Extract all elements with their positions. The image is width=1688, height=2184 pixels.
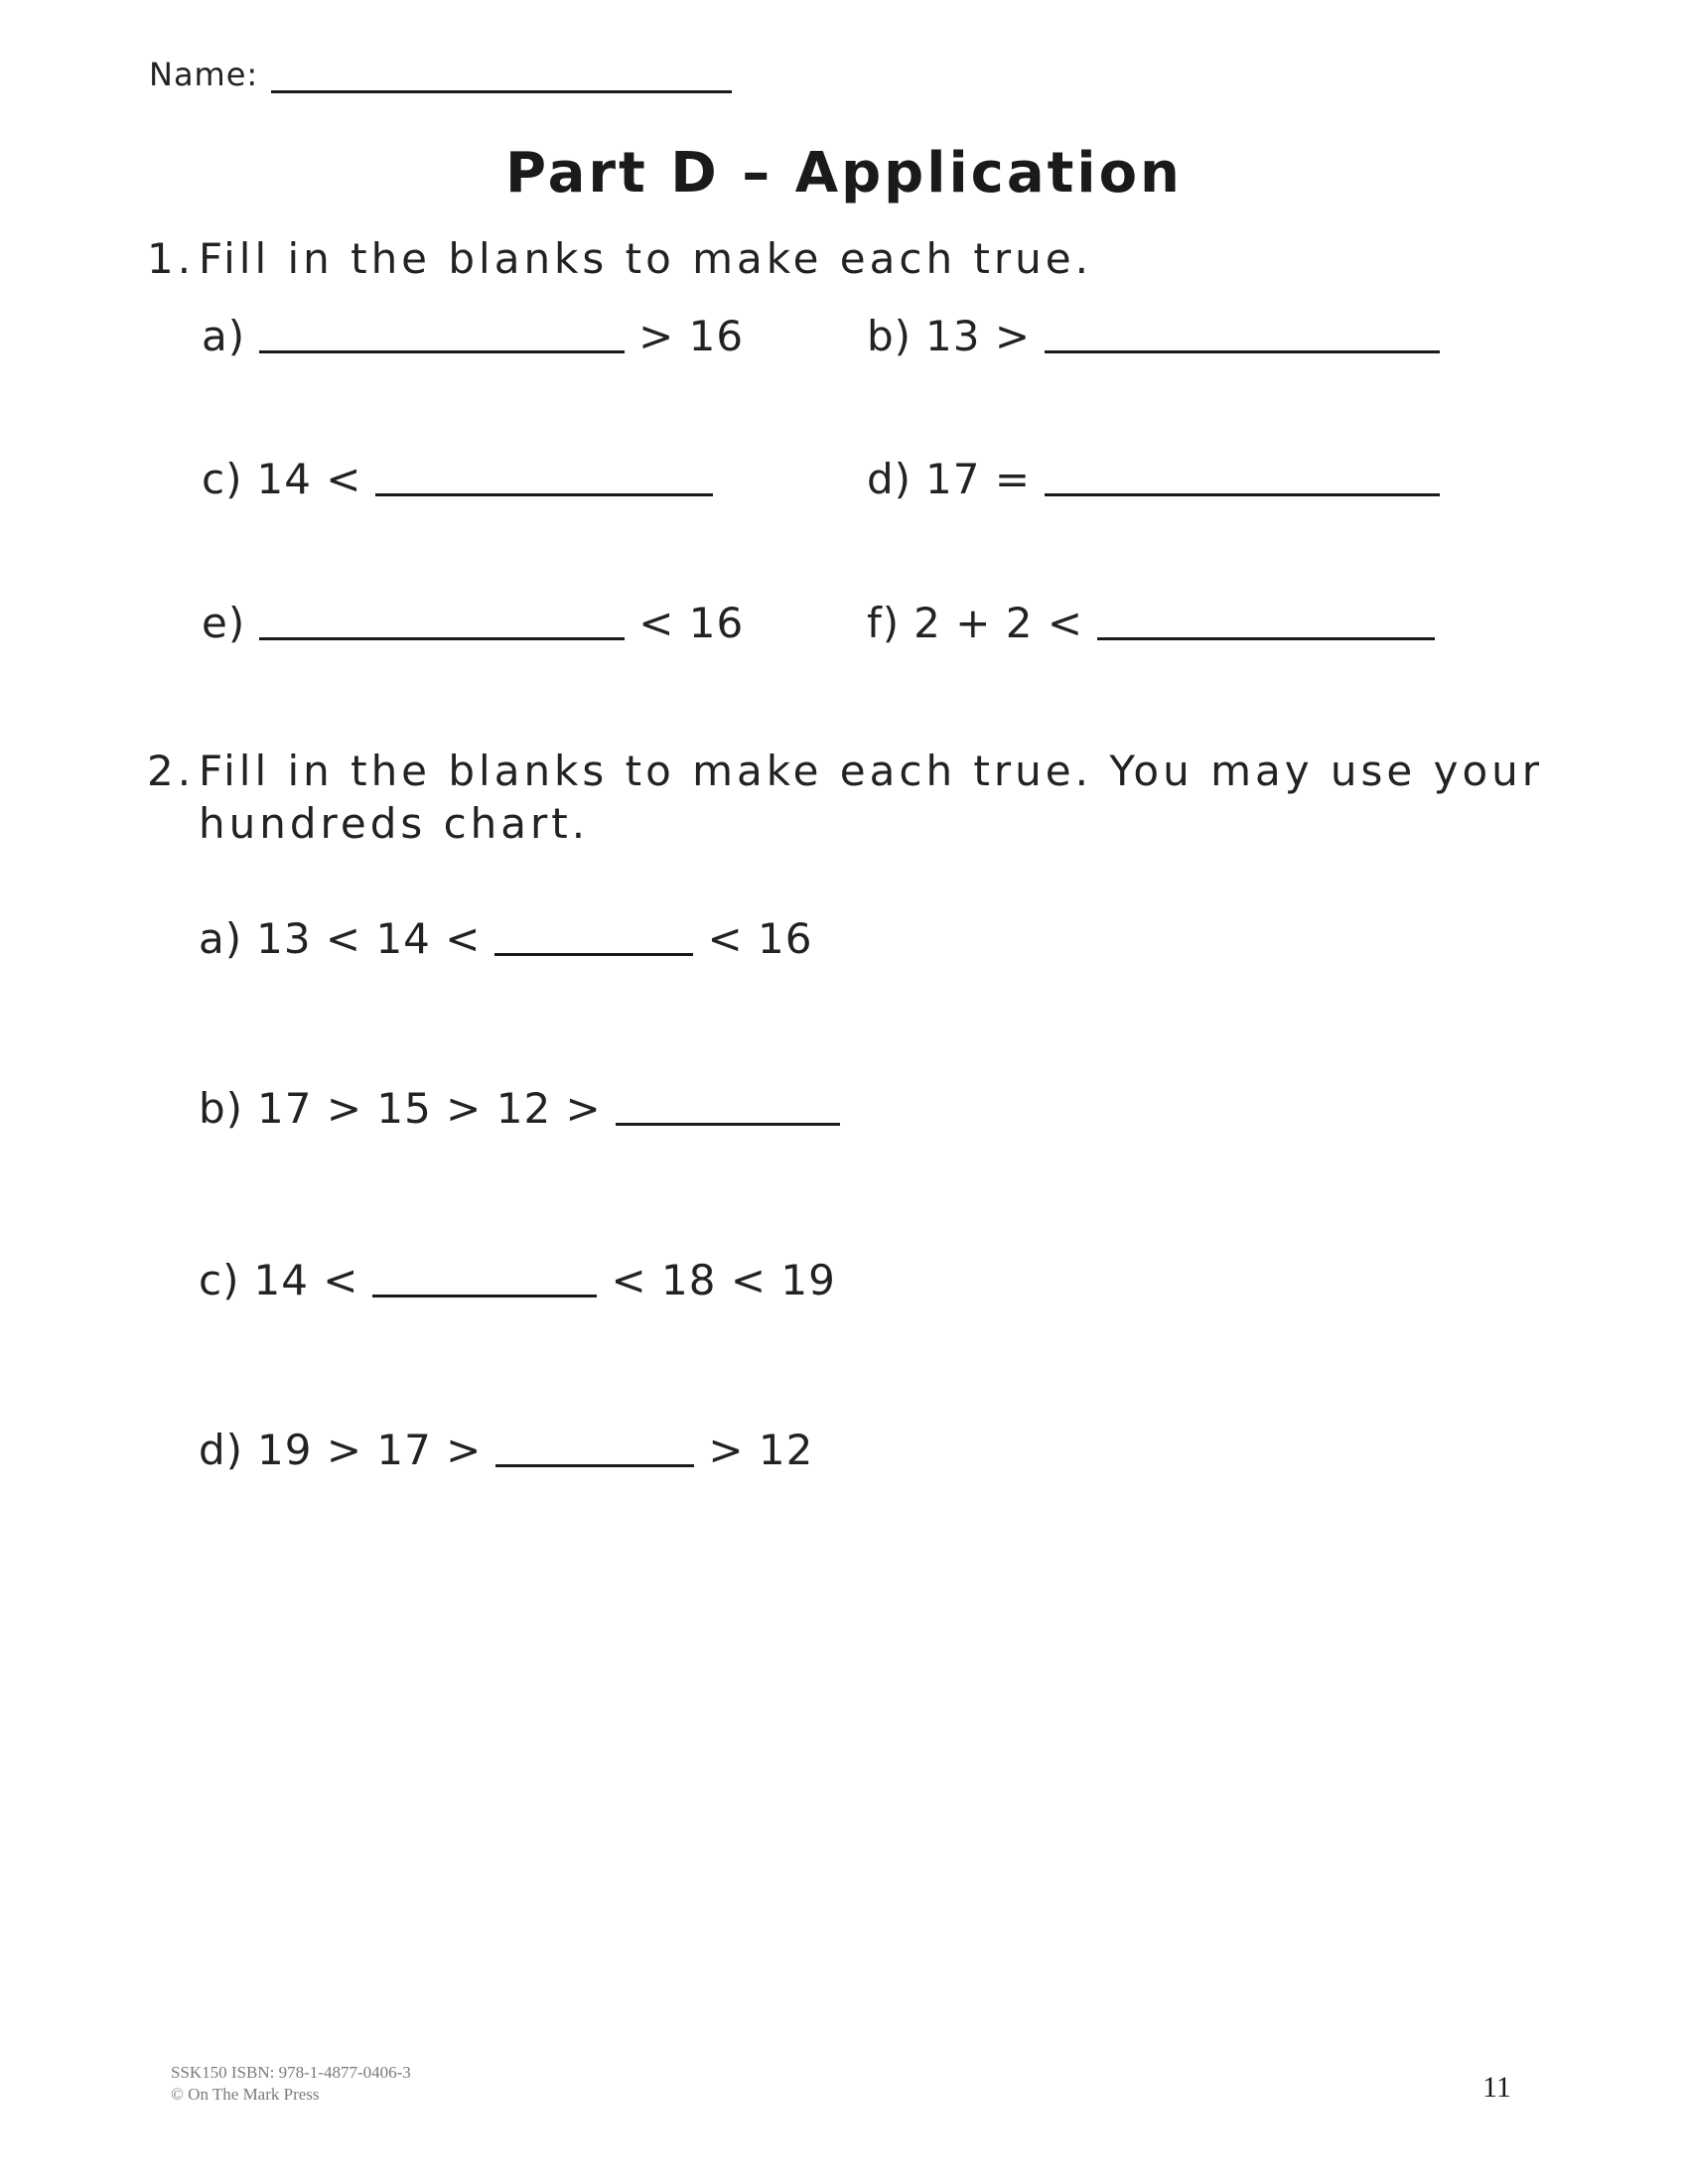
item-expression: 2 + 2 < — [914, 599, 1084, 647]
item-expression: < 18 < 19 — [611, 1256, 836, 1304]
item-label: e) — [202, 599, 246, 647]
question-1-number: 1. — [147, 234, 196, 283]
q2-item-b — [199, 1084, 854, 1133]
footer-copyright: © On The Mark Press — [171, 2085, 320, 2104]
item-expression: 13 > — [925, 312, 1032, 360]
item-label: b) — [867, 312, 913, 360]
answer-blank[interactable] — [1045, 493, 1440, 496]
item-expression: < 16 — [638, 599, 745, 647]
answer-blank[interactable] — [259, 350, 625, 353]
item-expression: 17 = — [925, 455, 1032, 503]
question-2-number: 2. — [147, 747, 196, 795]
item-label: b) — [199, 1084, 244, 1133]
item-expression: 13 < 14 < — [256, 914, 482, 963]
answer-blank[interactable] — [1097, 637, 1435, 640]
item-expression: 14 < — [253, 1256, 359, 1304]
page-number: 11 — [1482, 2071, 1511, 2104]
item-expression: 14 < — [256, 455, 362, 503]
q1-item-c — [202, 455, 727, 503]
item-label: c) — [199, 1256, 240, 1304]
answer-blank[interactable] — [375, 493, 713, 496]
answer-blank[interactable] — [259, 637, 625, 640]
name-label: Name: — [149, 56, 259, 93]
q2-item-d — [199, 1426, 827, 1474]
q1-item-a — [202, 312, 758, 360]
question-1-prompt: Fill in the blanks to make each true. — [199, 234, 1092, 283]
item-label: a) — [199, 914, 243, 963]
item-label: d) — [199, 1426, 244, 1474]
item-label: d) — [867, 455, 913, 503]
answer-blank[interactable] — [494, 953, 693, 956]
q1-item-f — [867, 599, 1449, 647]
item-expression: > 16 — [638, 312, 745, 360]
footer-isbn: SSK150 ISBN: 978-1-4877-0406-3 — [171, 2063, 411, 2082]
q2-item-a — [199, 914, 826, 963]
q1-item-d — [867, 455, 1454, 503]
item-expression: < 16 — [707, 914, 813, 963]
answer-blank[interactable] — [1045, 350, 1440, 353]
answer-blank[interactable] — [372, 1295, 597, 1297]
item-expression: > 12 — [708, 1426, 814, 1474]
item-expression: 17 > 15 > 12 > — [257, 1084, 602, 1133]
item-label: f) — [867, 599, 901, 647]
answer-blank[interactable] — [616, 1123, 840, 1126]
q1-item-b — [867, 312, 1454, 360]
question-2-prompt-line-1: Fill in the blanks to make each true. You may use your — [199, 747, 1544, 795]
page-title: Part D – Application — [505, 141, 1183, 205]
item-expression: 19 > 17 > — [257, 1426, 483, 1474]
answer-blank[interactable] — [495, 1464, 694, 1467]
q1-item-e — [202, 599, 758, 647]
name-blank-line[interactable] — [271, 90, 732, 93]
item-label: c) — [202, 455, 243, 503]
item-label: a) — [202, 312, 246, 360]
question-2-prompt-line-2: hundreds chart. — [199, 799, 590, 848]
q2-item-c — [199, 1256, 850, 1304]
